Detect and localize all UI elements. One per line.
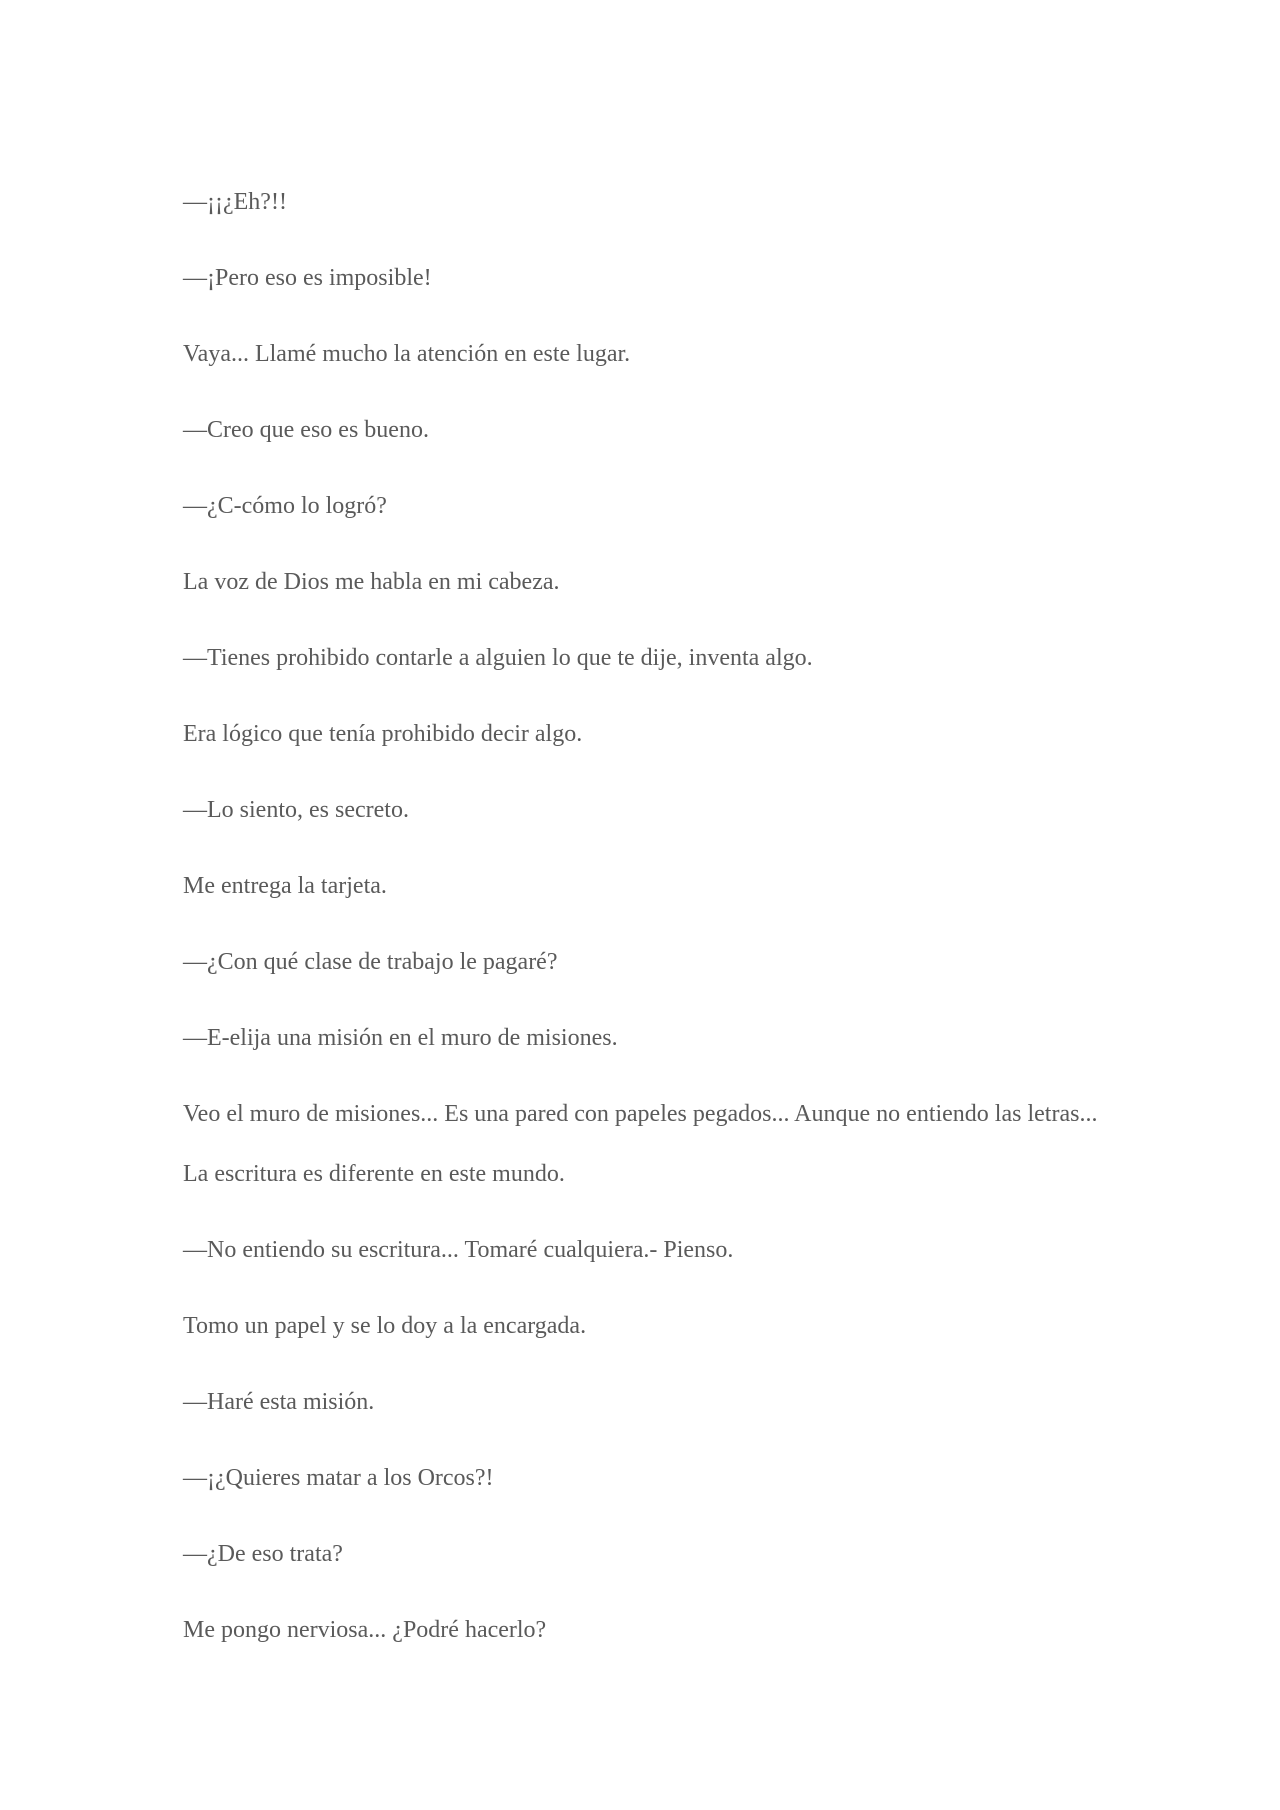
paragraph: La voz de Dios me habla en mi cabeza.	[183, 569, 560, 595]
paragraph: —¡Pero eso es imposible!	[183, 265, 432, 291]
paragraph: —¿Con qué clase de trabajo le pagaré?	[183, 949, 558, 975]
paragraph: Era lógico que tenía prohibido decir algo.	[183, 721, 583, 747]
paragraph: —¿De eso trata?	[183, 1541, 343, 1567]
paragraph: Tomo un papel y se lo doy a la encargada.	[183, 1313, 587, 1339]
paragraph: —¡¿Quieres matar a los Orcos?!	[183, 1465, 494, 1491]
paragraph: Veo el muro de misiones... Es una pared con papeles pegados... Aunque no entiendo las letras... La escritura es diferente en este mundo.	[183, 1101, 1098, 1187]
paragraph: —¡¡¿Eh?!!	[183, 189, 287, 215]
paragraph: —Lo siento, es secreto.	[183, 797, 409, 823]
paragraph: —¿C-cómo lo logró?	[183, 493, 387, 519]
paragraph: —Tienes prohibido contarle a alguien lo que te dije, inventa algo.	[183, 645, 813, 671]
paragraph: Vaya... Llamé mucho la atención en este lugar.	[183, 341, 631, 367]
paragraph: —E-elija una misión en el muro de misiones.	[183, 1025, 618, 1051]
paragraph: —Haré esta misión.	[183, 1389, 375, 1415]
paragraph: —Creo que eso es bueno.	[183, 417, 429, 443]
paragraph: —No entiendo su escritura... Tomaré cualquiera.- Pienso.	[183, 1237, 734, 1263]
document-body	[183, 172, 1103, 1676]
paragraph: Me pongo nerviosa... ¿Podré hacerlo?	[183, 1617, 547, 1643]
paragraph: Me entrega la tarjeta.	[183, 873, 387, 899]
